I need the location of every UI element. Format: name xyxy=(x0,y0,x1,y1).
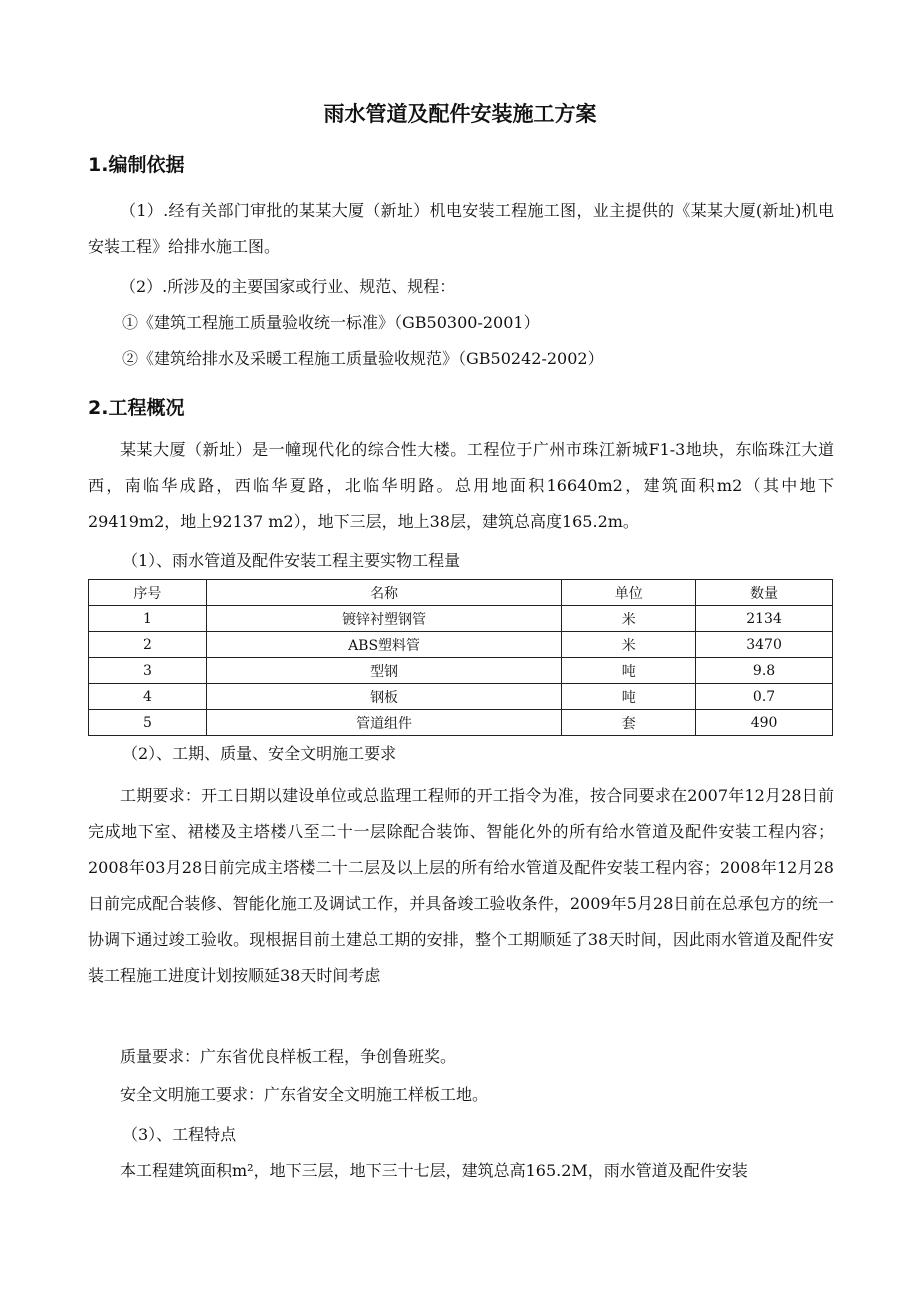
quantity-table xyxy=(88,579,833,736)
table-row xyxy=(89,684,833,710)
document-title: 雨水管道及配件安装施工方案 xyxy=(323,102,597,126)
section-1-heading: 1.编制依据 xyxy=(88,154,185,176)
table-cell: 套 xyxy=(562,710,696,736)
table-cell: 3 xyxy=(89,658,207,684)
table-cell: 米 xyxy=(562,632,696,658)
table-cell: 钢板 xyxy=(206,684,561,710)
features-subheading: （3）、工程特点 xyxy=(122,1125,237,1144)
table-cell: 米 xyxy=(562,606,696,632)
features-paragraph: 本工程建筑面积m²，地下三层，地下三十七层，建筑总高165.2M，雨水管道及配件安装 xyxy=(120,1161,748,1180)
table-cell: 5 xyxy=(89,710,207,736)
table-cell: 4 xyxy=(89,684,207,710)
table-row xyxy=(89,710,833,736)
table-cell: 2 xyxy=(89,632,207,658)
table-header-row xyxy=(89,580,833,606)
table-cell: 9.8 xyxy=(696,658,833,684)
header-cell: 名称 xyxy=(206,580,561,606)
schedule-paragraph: 工期要求：开工日期以建设单位或总监理工程师的开工指令为准，按合同要求在2007年12月28日前完成地下室、裙楼及主塔楼八至二十一层除配合装饰、智能化外的所有给水管道及配件安装工程内容；2008年03月28日前完成主塔楼二十二层及以上层的所有给水管道及配件安装工程内容；2008年12月28日前完成配合装修、智能化施工及调试工作，并具备竣工验收条件，2009年5月28日前在总承包方的统一协调下通过竣工验收。现根据目前土建总工期的安排，整个工期顺延了38天时间，因此雨水管道及配件安装工程施工进度计划按顺延38天时间考虑 xyxy=(88,786,834,985)
table-cell: 2134 xyxy=(696,606,833,632)
requirements-subheading: （2）、工期、质量、安全文明施工要求 xyxy=(122,744,397,763)
table-cell: 管道组件 xyxy=(206,710,561,736)
basis-paragraph-2: （2）.所涉及的主要国家或行业、规范、规程： xyxy=(120,277,456,296)
table-cell: 型钢 xyxy=(206,658,561,684)
table-row xyxy=(89,606,833,632)
header-cell: 序号 xyxy=(89,580,207,606)
table-row xyxy=(89,658,833,684)
table-row xyxy=(89,632,833,658)
quality-paragraph: 质量要求：广东省优良样板工程，争创鲁班奖。 xyxy=(120,1047,457,1066)
overview-paragraph: 某某大厦（新址）是一幢现代化的综合性大楼。工程位于广州市珠江新城F1-3地块，东临珠江大道西，南临华成路，西临华夏路，北临华明路。总用地面积16640m2，建筑面积m2（其中地下29419m2，地上92137 m2），地下三层，地上38层，建筑总高度165.2m。 xyxy=(88,440,834,531)
header-cell: 数量 xyxy=(696,580,833,606)
section-2-heading: 2.工程概况 xyxy=(88,397,185,419)
table-cell: 吨 xyxy=(562,684,696,710)
safety-paragraph: 安全文明施工要求：广东省安全文明施工样板工地。 xyxy=(120,1085,489,1104)
header-cell: 单位 xyxy=(562,580,696,606)
table-cell: 吨 xyxy=(562,658,696,684)
table-caption: （1）、雨水管道及配件安装工程主要实物工程量 xyxy=(122,551,461,570)
table-cell: 1 xyxy=(89,606,207,632)
basis-standard-2: ②《建筑给排水及采暖工程施工质量验收规范》（GB50242-2002） xyxy=(122,349,604,368)
table-cell: 490 xyxy=(696,710,833,736)
table-cell: 0.7 xyxy=(696,684,833,710)
basis-paragraph-1: （1）.经有关部门审批的某某大厦（新址）机电安装工程施工图，业主提供的《某某大厦(新址)机电安装工程》给排水施工图。 xyxy=(88,201,834,256)
table-cell: 镀锌衬塑钢管 xyxy=(206,606,561,632)
basis-standard-1: ①《建筑工程施工质量验收统一标准》（GB50300-2001） xyxy=(122,313,540,332)
table-cell: 3470 xyxy=(696,632,833,658)
table-cell: ABS塑料管 xyxy=(206,632,561,658)
